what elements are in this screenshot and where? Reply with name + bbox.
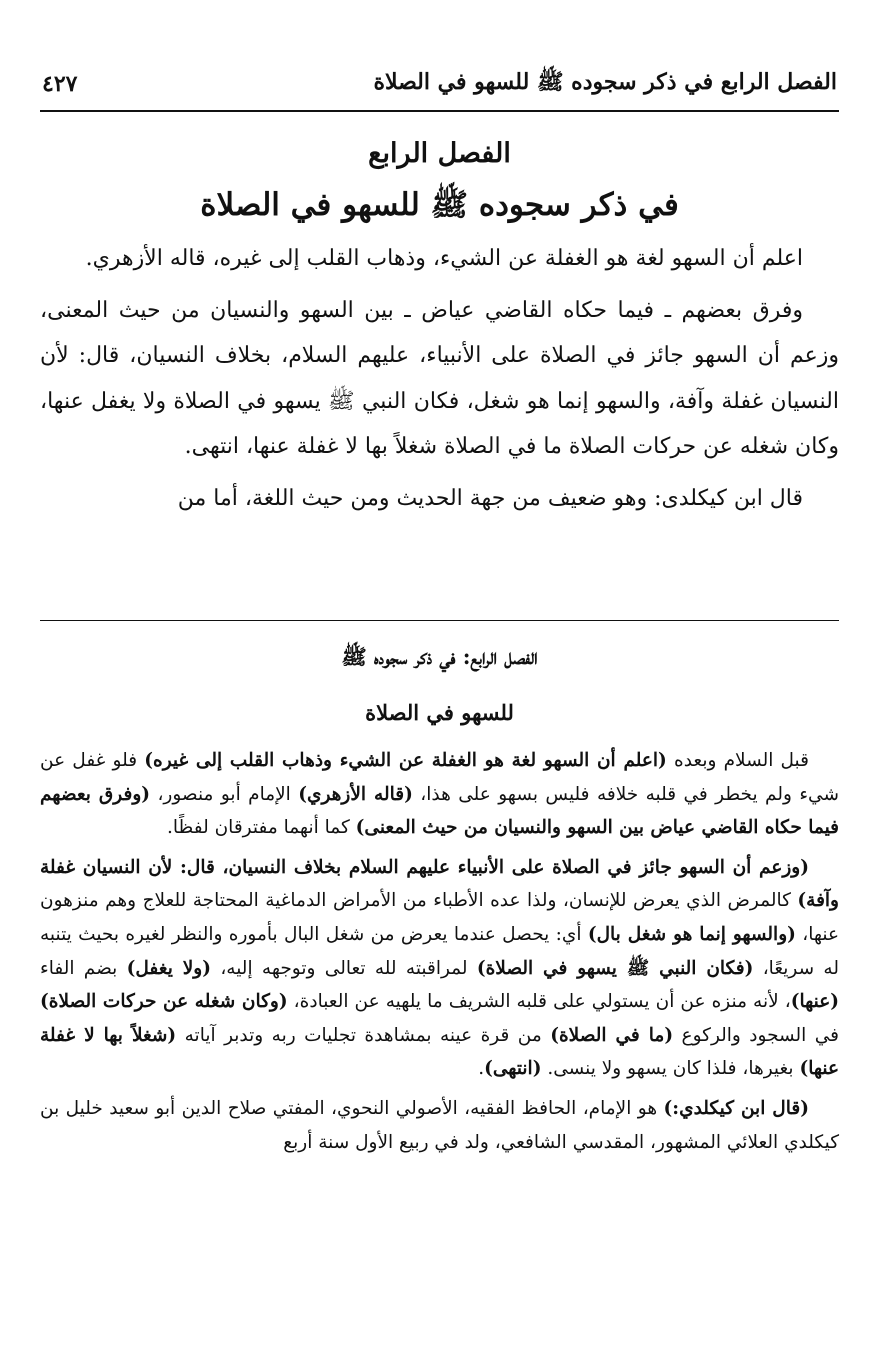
commentary-heading-2: للسهو في الصلاة [365,700,514,725]
commentary-text-run: من قرة عينه بمشاهدة تجليات ربه وتدبر آياته [176,1024,551,1046]
commentary-text-run: هو الإمام، الحافظ الفقيه، الأصولي النحوي، المفتي صلاح الدين أبو سعيد خليل بن كيكلدي العلائي المشهور، المقدسي الشافعي، ولد في ربيع الأول سنة أربع [40,1097,839,1153]
commentary-text-run: بغيرها، فلذا كان يسهو ولا ينسى. [541,1058,800,1080]
main-text [40,236,839,527]
chapter-label: الفصل الرابع [368,138,511,169]
quoted-matn-text: (فكان النبي ﷺ يسهو في الصلاة) [476,957,754,979]
quoted-matn-text: (اعلم أن السهو لغة هو الغفلة عن الشيء وذهاب القلب إلى غيره) [144,750,667,771]
quoted-matn-text: (عنها) [790,991,839,1013]
commentary-text-run: الإمام أبو منصور، [150,783,299,805]
commentary-text-run: أي: يحصل عندما يعرض من شغل البال بأموره والنظر لغيره بحيث يتنبه له سريعًا، [40,923,839,979]
page-number: ٤٢٧ [42,71,78,97]
chapter-title: في ذكر سجوده ﷺ للسهو في الصلاة [200,187,679,223]
commentary-paragraph-2 [40,851,839,1086]
running-title: الفصل الرابع في ذكر سجوده ﷺ للسهو في الصلاة [373,69,837,95]
running-head [42,64,837,104]
quoted-matn-text: (وزعم أن السهو جائز في الصلاة على الأنبياء عليهم السلام بخلاف النسيان، قال: لأن النسيان غفلة وآفة) [40,856,839,912]
commentary-text-run: كما أنهما مفترقان لفظًا. [167,817,356,839]
commentary-divider [40,620,839,621]
quoted-matn-text: (والسهو إنما هو شغل بال) [587,923,796,945]
quoted-matn-text: (وفرق بعضهم فيما حكاه القاضي عياض بين السهو والنسيان من حيث المعنى) [40,783,839,839]
commentary-text-run: فلو غفل عن شيء ولم يخطر في قلبه خلافه فليس بسهو على هذا، [40,750,839,805]
commentary-text-run: في السجود والركوع [673,1024,840,1046]
main-paragraph-3: قال ابن كيكلدى: وهو ضعيف من جهة الحديث ومن حيث اللغة، أما من [177,485,803,511]
commentary-text [40,744,839,1165]
quoted-matn-text: (انتهى) [484,1058,542,1080]
main-paragraph-1: اعلم أن السهو لغة هو الغفلة عن الشيء، وذهاب القلب إلى غيره، قاله الأزهري. [85,246,803,271]
commentary-paragraph-3 [40,1092,839,1159]
quoted-matn-text: (قال ابن كيكلدي:) [663,1097,809,1119]
commentary-text-run: قبل السلام وبعده [666,750,809,771]
quoted-matn-text: (شغلاً بها لا غفلة عنها) [40,1024,839,1080]
main-paragraph-2: وفرق بعضهم ـ فيما حكاه القاضي عياض ـ بين السهو والنسيان من حيث المعنى، وزعم أن السهو جائز في الصلاة على الأنبياء، عليهم السلام، بخلاف النسيان، قال: لأن النسيان غفلة وآفة، والسهو إنما هو شغل، فكان النبي ﷺ يسهو في الصلاة ولا يغفل عنها، وكان شغله عن حركات الصلاة ما في الصلاة شغلاً بها لا غفلة عنها، انتهى. [40,297,839,459]
quoted-matn-text: (ولا يغفل) [126,957,211,979]
commentary-text-run: كالمرض الذي يعرض للإنسان، ولذا عده الأطباء من الأمراض الدماغية المحتاجة للعلاج وهم منزهون عنها، [40,890,839,945]
commentary-text-run: ، لأنه منزه عن أن يستولي على قلبه الشريف ما يلهيه عن العبادة، [287,991,791,1013]
quoted-matn-text: (ما في الصلاة) [550,1024,674,1046]
quoted-matn-text: (وكان شغله عن حركات الصلاة) [40,991,288,1013]
header-divider [40,110,839,112]
commentary-text-run: لمراقبته لله تعالى وتوجهه إليه، [211,957,477,979]
commentary-paragraph-1 [40,744,839,845]
quoted-matn-text: (قاله الأزهري) [298,783,413,805]
commentary-heading-1: الفصل الرابع: في ذكر سجوده ﷺ [341,644,538,669]
commentary-text-run: بضم الفاء [40,957,127,979]
commentary-text-run: . [478,1058,485,1080]
